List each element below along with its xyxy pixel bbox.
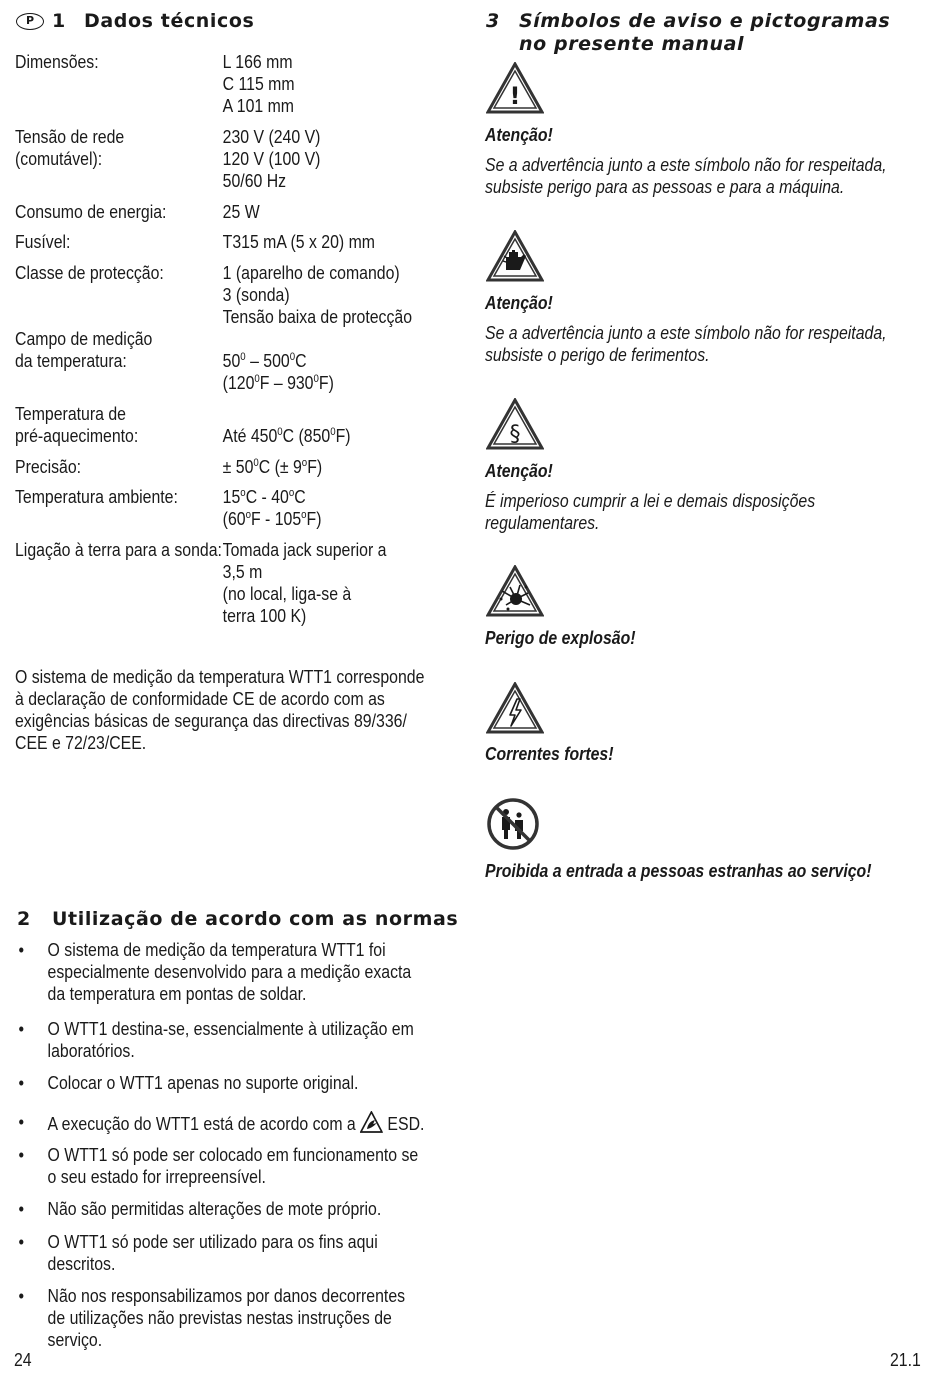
exclamation-glyph: !	[509, 82, 521, 110]
spec-value	[223, 350, 334, 394]
section-1-number: 1	[52, 10, 66, 32]
paragraph-line: CEE e 72/23/CEE.	[15, 733, 147, 753]
esd-icon	[360, 1111, 383, 1133]
spec-value: 25 W	[222, 202, 260, 222]
list-item-text: Colocar o WTT1 apenas no suporte original.	[47, 1073, 359, 1093]
section-3-title: no presente manual	[519, 33, 745, 55]
spec-label-line: pré-aquecimento:	[15, 426, 139, 446]
section-1-heading	[52, 10, 254, 32]
warning-text: É imperioso cumprir a lei e demais disposições regulamentares.	[485, 491, 816, 533]
warning-title: Correntes fortes!	[485, 744, 614, 764]
spec-value-line: 230 V (240 V)	[222, 127, 321, 147]
exclamation-warning-icon	[486, 62, 544, 114]
warning-title: Proibida a entrada a pessoas estranhas ao serviço!	[485, 861, 872, 881]
spec-label: Consumo de energia:	[15, 202, 167, 222]
list-item-text: O WTT1 só pode ser utilizado para os fins aqui descritos.	[47, 1232, 378, 1274]
warning-text: Se a advertência junto a este símbolo não for respeitada, subsiste perigo para as pessoas e para a máquina.	[485, 155, 887, 197]
bullet-dot: •	[18, 1112, 25, 1132]
section-3-number: 3	[486, 10, 500, 32]
spec-value-line: $(120^0F - 930^0F)$	[222, 373, 334, 393]
warning-title: Atenção!	[485, 293, 553, 313]
document-code: 21.1	[890, 1350, 921, 1370]
bullet-dot: •	[18, 1232, 25, 1252]
spec-value-line: 3 (sonda)	[222, 285, 290, 305]
spec-value	[223, 425, 351, 447]
spec-label	[15, 403, 138, 447]
spec-value-line: ± $50^0C$ (± $9^oF$)	[222, 457, 323, 477]
bullet-dot: •	[18, 1286, 25, 1306]
list-item-text: Não são permitidas alterações de mote próprio.	[47, 1199, 382, 1219]
spec-value-line: A 101 mm	[222, 96, 295, 116]
explosion-warning-icon	[486, 565, 544, 617]
spec-value-line: Tensão baixa de protecção	[222, 307, 413, 327]
section-2-title: Utilização de acordo com as normas	[52, 908, 459, 930]
section-2-heading	[17, 908, 458, 930]
conformity-paragraph	[15, 666, 424, 754]
section-1-title: Dados técnicos	[84, 10, 255, 32]
section-3-heading	[486, 10, 890, 56]
bullet-dot: •	[18, 1073, 25, 1093]
spec-label: Fusível:	[15, 232, 71, 252]
spec-value-line: L 166 mm	[222, 52, 293, 72]
no-entry-persons-icon	[486, 797, 540, 851]
warning-title: Atenção!	[485, 461, 553, 481]
spec-value	[223, 262, 412, 328]
spec-value-line: $50^0 - 500^0C$	[222, 351, 307, 371]
list-item-text: A execução do WTT1 está de acordo com a ESD.	[48, 1111, 425, 1135]
bullet-dot: •	[18, 1019, 25, 1039]
spec-value-line: 3,5 m	[222, 562, 263, 582]
section-2-number: 2	[17, 908, 31, 930]
paragraph-warning-icon	[486, 398, 544, 450]
warning-title: Atenção!	[485, 125, 553, 145]
spec-label: Classe de protecção:	[15, 263, 164, 283]
spec-value-line: C 115 mm	[222, 74, 295, 94]
high-voltage-warning-icon	[486, 682, 544, 734]
spec-value	[223, 51, 295, 117]
paragraph-line: exigências básicas de segurança das directivas 89/336/	[15, 711, 407, 731]
spec-label-line: Tensão de rede	[15, 127, 125, 147]
warning-text: Se a advertência junto a este símbolo não for respeitada, subsiste o perigo de ferimentos.	[485, 323, 887, 365]
list-item-text: O WTT1 só pode ser colocado em funcionamento se o seu estado for irrepreensível.	[47, 1145, 419, 1187]
spec-value-line: 15$^o$C - 40$^o$C	[222, 487, 306, 507]
spec-label: Ligação à terra para a sonda:	[15, 540, 222, 560]
spec-label-line: Temperatura de	[15, 404, 126, 424]
spec-value-line: (60$^o$F - 105$^o$F)	[222, 509, 322, 529]
spec-value-line: Tomada jack superior a	[222, 540, 387, 560]
spec-label-line: da temperatura:	[15, 351, 127, 371]
spec-value: T315 mA (5 x 20) mm	[222, 232, 375, 252]
spec-value-line: 120 V (100 V)	[222, 149, 321, 169]
spec-label: Dimensões:	[15, 52, 99, 72]
section-3-title: Símbolos de aviso e pictogramas	[519, 10, 891, 32]
spec-label-line: (comutável):	[15, 149, 103, 169]
spec-label	[15, 328, 152, 372]
bullet-dot: •	[18, 1199, 25, 1219]
bullet-dot: •	[18, 940, 25, 960]
spec-value-line: 1 (aparelho de comando)	[222, 263, 400, 283]
spec-label: Temperatura ambiente:	[15, 487, 178, 507]
spec-label-line: Campo de medição	[15, 329, 153, 349]
list-item-text: O WTT1 destina-se, essencialmente à utilização em laboratórios.	[47, 1019, 414, 1061]
hand-warning-icon	[486, 230, 544, 282]
warning-title: Perigo de explosão!	[485, 628, 636, 648]
spec-value	[223, 539, 387, 627]
list-item-text: Não nos responsabilizamos por danos decorrentes de utilizações não previstas nestas instruções de serviço.	[47, 1286, 406, 1350]
bullet-dot: •	[18, 1145, 25, 1165]
spec-label: Precisão:	[15, 457, 82, 477]
paragraph-line: à declaração de conformidade CE de acordo com as	[15, 689, 385, 709]
spec-value-line: (no local, liga-se à	[222, 584, 352, 604]
paragraph-line: O sistema de medição da temperatura WTT1 corresponde	[15, 667, 425, 687]
spec-value-line: terra 100 K)	[222, 606, 307, 626]
spec-value	[223, 126, 321, 192]
spec-value-line: Até $450^0C$ $(850^0F)$	[222, 426, 351, 446]
spec-value	[223, 486, 322, 530]
spec-label	[15, 126, 124, 170]
spec-value	[223, 456, 322, 478]
spec-value-line: 50/60 Hz	[222, 171, 287, 191]
list-item-text: O sistema de medição da temperatura WTT1 foi especialmente desenvolvido para a medição exacta da temperatura em pontas de soldar.	[47, 940, 412, 1004]
section-glyph: §	[509, 422, 521, 447]
language-badge: P	[16, 13, 44, 30]
page-number: 24	[14, 1350, 32, 1370]
